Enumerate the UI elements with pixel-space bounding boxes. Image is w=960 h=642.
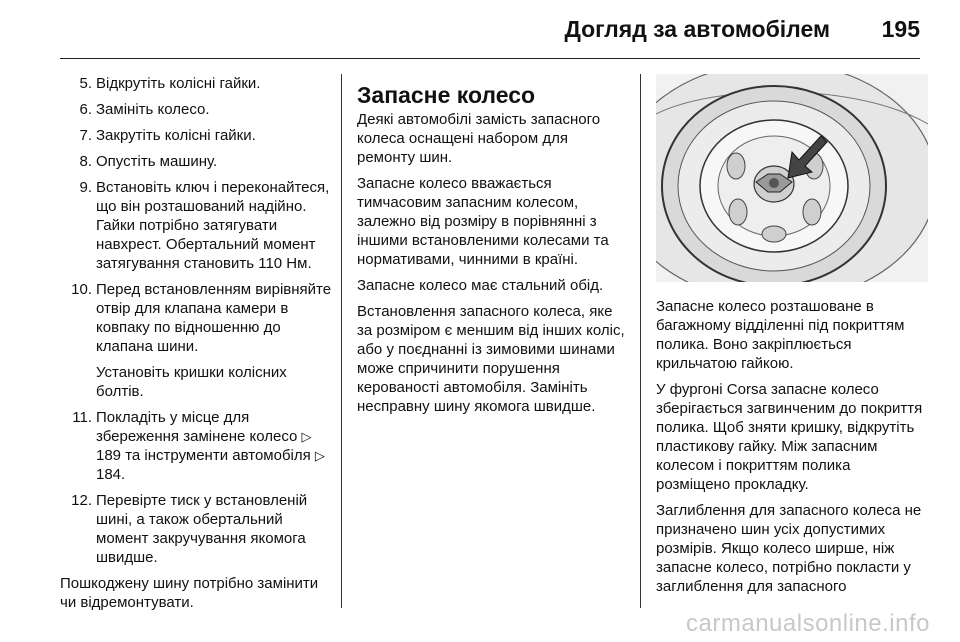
- step-text: Відкрутіть колісні гайки.: [96, 75, 261, 92]
- list-item: [60, 100, 332, 119]
- paragraph: Заглиблення для запасного колеса не призначено шин усіх допустимих розмірів. Якщо колесо ширше, ніж запасне колесо, потрібно покласти у заглиблення для запасного: [656, 502, 922, 595]
- step-number: 11.: [72, 409, 92, 426]
- step-text: Покладіть у місце для збереження замінене колесо: [96, 409, 298, 445]
- step-subtext: Установіть кришки колісних болтів.: [96, 364, 287, 400]
- watermark: carmanualsonline.info: [686, 610, 930, 637]
- page-reference[interactable]: 189: [96, 447, 122, 464]
- list-item: [60, 152, 332, 171]
- step-text: Замініть колесо.: [96, 101, 210, 118]
- step-number: 9.: [79, 179, 92, 196]
- list-item: [60, 74, 332, 93]
- spare-wheel-icon: [656, 74, 928, 282]
- step-number: 7.: [79, 127, 92, 144]
- step-text: Опустіть машину.: [96, 153, 218, 170]
- column-divider: [640, 74, 641, 608]
- paragraph: Запасне колесо має стальний обід.: [357, 277, 604, 294]
- instructions-column: [60, 74, 332, 619]
- page-header: [60, 0, 920, 59]
- step-number: 8.: [79, 153, 92, 170]
- storage-column: [656, 297, 928, 603]
- list-item: [60, 126, 332, 145]
- list-item: [60, 178, 332, 273]
- paragraph: Запасне колесо розташоване в багажному відділенні під покриттям полика. Воно закріплюється крильчатою гайкою.: [656, 298, 905, 372]
- step-text: Перед встановленням вирівняйте отвір для клапана камери в ковпаку по відношенню до клапана шини.: [96, 281, 332, 355]
- step-number: 5.: [79, 75, 92, 92]
- spare-wheel-illustration: [656, 74, 928, 282]
- step-number: 6.: [79, 101, 92, 118]
- list-item: [60, 280, 332, 401]
- step-text: та інструменти автомобіля: [125, 447, 311, 464]
- paragraph: Встановлення запасного колеса, яке за розміром є меншим від інших коліс, або у поєднанні із зимовими шинами може спричинити порушення керованості автомобіля. Замініть несправну шину якомога швидше.: [357, 303, 625, 415]
- list-item: [60, 491, 332, 567]
- list-item: [60, 408, 332, 484]
- paragraph: Запасне колесо вважається тимчасовим запасним колесом, залежно від розміру в порівнянні з іншими встановленими колесами та нормативами, чинними в країні.: [357, 175, 609, 268]
- page-number: 195: [881, 16, 920, 42]
- reference-arrow-icon: ▷: [314, 448, 325, 463]
- page-title: Догляд за автомобілем: [564, 16, 830, 42]
- section-title: Запасне колесо: [357, 82, 536, 108]
- step-number: 10.: [71, 281, 92, 298]
- spare-wheel-column: [357, 82, 627, 423]
- paragraph: У фургоні Corsa запасне колесо зберігається загвинченим до покриття полика. Щоб зняти кришку, відкрутіть пластикову гайку. Між запасним колесом і покриттям полика розміщено прокладку.: [656, 381, 923, 493]
- step-text: Закрутіть колісні гайки.: [96, 127, 256, 144]
- page-reference[interactable]: 184.: [96, 466, 126, 483]
- reference-arrow-icon: ▷: [301, 429, 312, 444]
- step-text: Встановіть ключ і переконайтеся, що він розташований надійно. Гайки потрібно затягувати навхрест. Обертальний момент затягування становить 110 Нм.: [96, 179, 330, 272]
- column-divider: [341, 74, 342, 608]
- step-number: 12.: [71, 492, 92, 509]
- paragraph: Деякі автомобілі замість запасного колеса оснащені набором для ремонту шин.: [357, 111, 601, 166]
- footer-note: Пошкоджену шину потрібно замінити чи відремонтувати.: [60, 575, 319, 611]
- step-text: Перевірте тиск у встановленій шині, а також обертальний момент закручування якомога швидше.: [96, 492, 308, 566]
